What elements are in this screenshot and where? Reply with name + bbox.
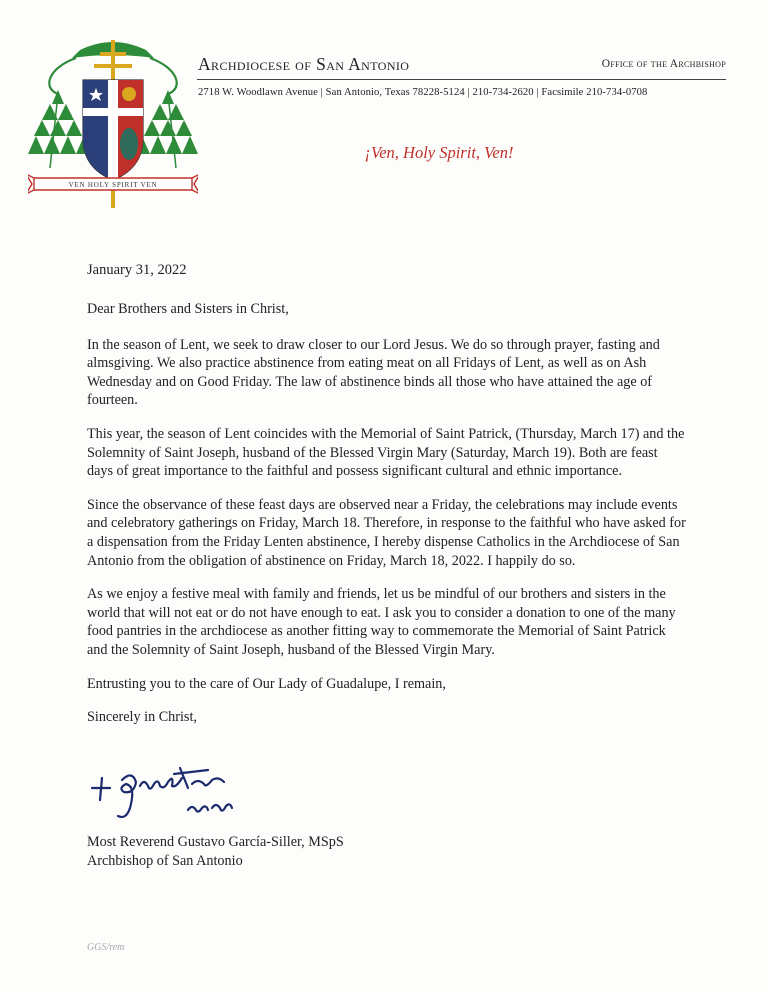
closing: Sincerely in Christ, <box>87 709 197 726</box>
coat-of-arms-icon <box>28 28 198 213</box>
address-line: 2718 W. Woodlawn Avenue | San Antonio, Texas 78228-5124 | 210-734-2620 | Facsimile 210-734-0708 <box>198 87 648 98</box>
signer-block <box>87 833 344 870</box>
motto: ¡Ven, Holy Spirit, Ven! <box>364 143 514 162</box>
paragraph: This year, the season of Lent coincides with the Memorial of Saint Patrick, (Thursday, March 17) and the Solemnity of Saint Joseph, husband of the Blessed Virgin Mary (Saturday, March 19). Both are feast days of great importance to the faithful and possess significant cultural and ethnic importance. <box>87 425 685 480</box>
office-name: Office of the Archbishop <box>601 58 726 70</box>
signer-name: Most Reverend Gustavo García-Siller, MSpS <box>87 834 344 850</box>
crest-ribbon-text: VEN HOLY SPIRIT VEN <box>68 181 158 189</box>
letter-date: January 31, 2022 <box>87 262 187 278</box>
footer-initials: GGS/rem <box>87 942 125 953</box>
letter-body <box>87 300 687 742</box>
paragraph: Entrusting you to the care of Our Lady of Guadalupe, I remain, <box>87 675 446 692</box>
paragraph: Since the observance of these feast days are observed near a Friday, the celebrations may include events and celebratory gatherings on Friday, March 18. Therefore, in response to the faithful who have asked for a dispensation from the Friday Lenten abstinence, I hereby dispense Catholics in the Archdiocese of San Antonio from the obligation of abstinence on Friday, March 18, 2022. I happily do so. <box>87 496 686 569</box>
organization-name: Archdiocese of San Antonio <box>198 54 410 74</box>
letterhead-divider <box>197 79 726 80</box>
paragraph: In the season of Lent, we seek to draw closer to our Lord Jesus. We do so through prayer, fasting and almsgiving. We also practice abstinence from eating meat on all Fridays of Lent, as well as on Ash Wednesday and on Good Friday. The law of abstinence binds all those who have attained the age of fourteen. <box>87 336 660 409</box>
signature <box>88 758 258 828</box>
paragraph: As we enjoy a festive meal with family and friends, let us be mindful of our brothers and sisters in the world that will not eat or do not have enough to eat. I ask you to consider a donation to one of the many food pantries in the archdiocese as another fitting way to commemorate the Memorial of Saint Patrick and the Solemnity of Saint Joseph, husband of the Blessed Virgin Mary. <box>87 586 676 658</box>
salutation: Dear Brothers and Sisters in Christ, <box>87 301 289 317</box>
signer-title: Archbishop of San Antonio <box>87 852 243 869</box>
